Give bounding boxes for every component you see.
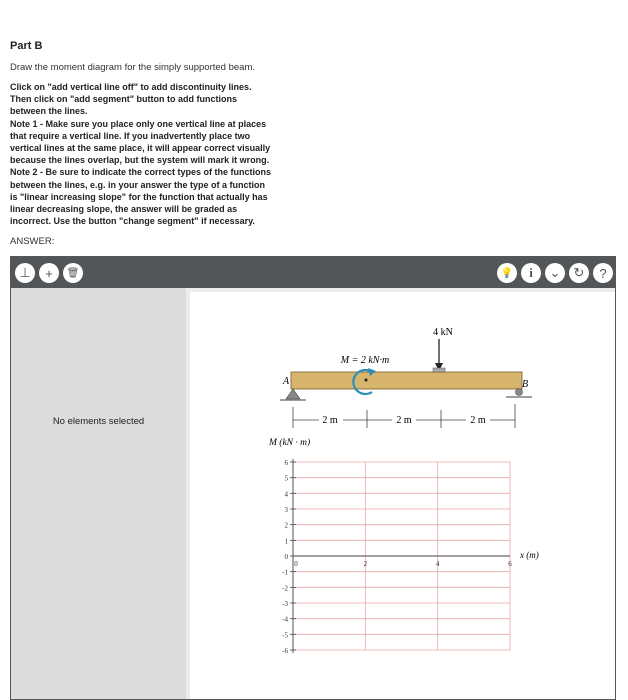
info-button[interactable]: [521, 263, 541, 283]
part-title: Part B: [10, 40, 43, 52]
span-label-2: 2 m: [470, 415, 486, 426]
delete-button[interactable]: [63, 263, 83, 283]
span-label-1: 2 m: [396, 415, 412, 426]
load-label: 4 kN: [433, 327, 453, 338]
chevron-down-icon: ⌄: [549, 265, 561, 280]
prompt-text: Draw the moment diagram for the simply supported beam.: [10, 62, 255, 73]
y-tick-label: -2: [282, 584, 288, 593]
answer-label: ANSWER:: [10, 236, 55, 247]
instruction-line: Note 2 - Be sure to indicate the correct types of the functions: [10, 167, 272, 178]
dropdown-button[interactable]: [545, 263, 565, 283]
x-tick-label: 2: [363, 560, 368, 568]
question-icon: ?: [599, 265, 607, 281]
help-button[interactable]: [593, 263, 613, 283]
instruction-line: that require a vertical line. If you inadvertently place two: [10, 130, 251, 141]
support-b-roller: [516, 389, 523, 396]
diagram-svg: [190, 292, 615, 700]
beam-figure: [280, 327, 532, 428]
y-tick-label: -5: [282, 631, 288, 640]
reset-icon: ↻: [573, 265, 585, 280]
instruction-line: between the lines.: [10, 106, 88, 117]
vertical-line-icon: ⊥: [19, 265, 31, 280]
instruction-line: Note 1 - Make sure you place only one vertical line at places: [10, 118, 267, 129]
load-plate: [433, 368, 445, 372]
x-tick-label: 6: [508, 560, 512, 568]
plus-icon: +: [45, 265, 53, 281]
instruction-line: between the lines, e.g. in your answer the type of a function: [10, 179, 266, 190]
y-tick-label: 4: [284, 490, 288, 499]
instruction-line: because the lines overlap, but the system will mark it wrong.: [10, 155, 270, 166]
y-tick-label: -6: [282, 647, 288, 655]
moment-point: [365, 379, 368, 382]
instruction-line: Click on "add vertical line off" to add discontinuity lines.: [10, 82, 252, 92]
diagram-tool: [10, 256, 616, 700]
left-panel: [11, 288, 186, 700]
instruction-line: vertical lines at the same place, it will appear correct visually: [10, 143, 271, 154]
x-tick-label: 4: [435, 560, 440, 568]
y-axis-label: M (kN · m): [269, 438, 311, 448]
beam-body: [291, 372, 522, 389]
y-tick-label: -4: [282, 615, 288, 624]
moment-chart: [268, 437, 539, 655]
info-icon: i: [529, 265, 533, 280]
instruction-line: incorrect. Use the button "change segment" if necessary.: [10, 216, 255, 227]
y-tick-label: 5: [284, 474, 288, 483]
selection-status: No elements selected: [52, 416, 145, 427]
moment-label: M = 2 kN·m: [340, 355, 390, 366]
x-axis-label: x (m): [520, 550, 539, 560]
support-a-label: A: [283, 376, 290, 387]
hint-button[interactable]: [497, 263, 517, 283]
y-tick-label: -3: [282, 600, 288, 608]
lightbulb-icon: 💡: [500, 267, 514, 279]
instruction-line: is "linear increasing slope" for the function that actually has: [10, 191, 268, 202]
reset-button[interactable]: [569, 263, 589, 283]
instructions: [10, 81, 310, 227]
y-tick-label: 3: [284, 506, 288, 514]
support-b-label: B: [522, 379, 529, 390]
add-vertical-line-button[interactable]: [15, 263, 35, 283]
span-label-0: 2 m: [322, 415, 338, 426]
trash-icon: 🗑: [66, 267, 80, 279]
y-tick-label: 6: [284, 459, 288, 467]
y-tick-label: 2: [284, 521, 288, 530]
drawing-canvas[interactable]: [190, 292, 615, 700]
add-segment-button[interactable]: [39, 263, 59, 283]
y-tick-label: -1: [282, 568, 288, 577]
instruction-line: linear decreasing slope, the answer will be graded as: [10, 204, 238, 215]
x-tick-label: 0: [294, 560, 298, 568]
y-tick-label: 0: [284, 553, 288, 561]
instruction-line: Then click on "add segment" button to add functions: [10, 94, 238, 105]
toolbar: [11, 257, 615, 288]
y-tick-label: 1: [284, 537, 288, 546]
support-a-pin: [286, 389, 300, 399]
